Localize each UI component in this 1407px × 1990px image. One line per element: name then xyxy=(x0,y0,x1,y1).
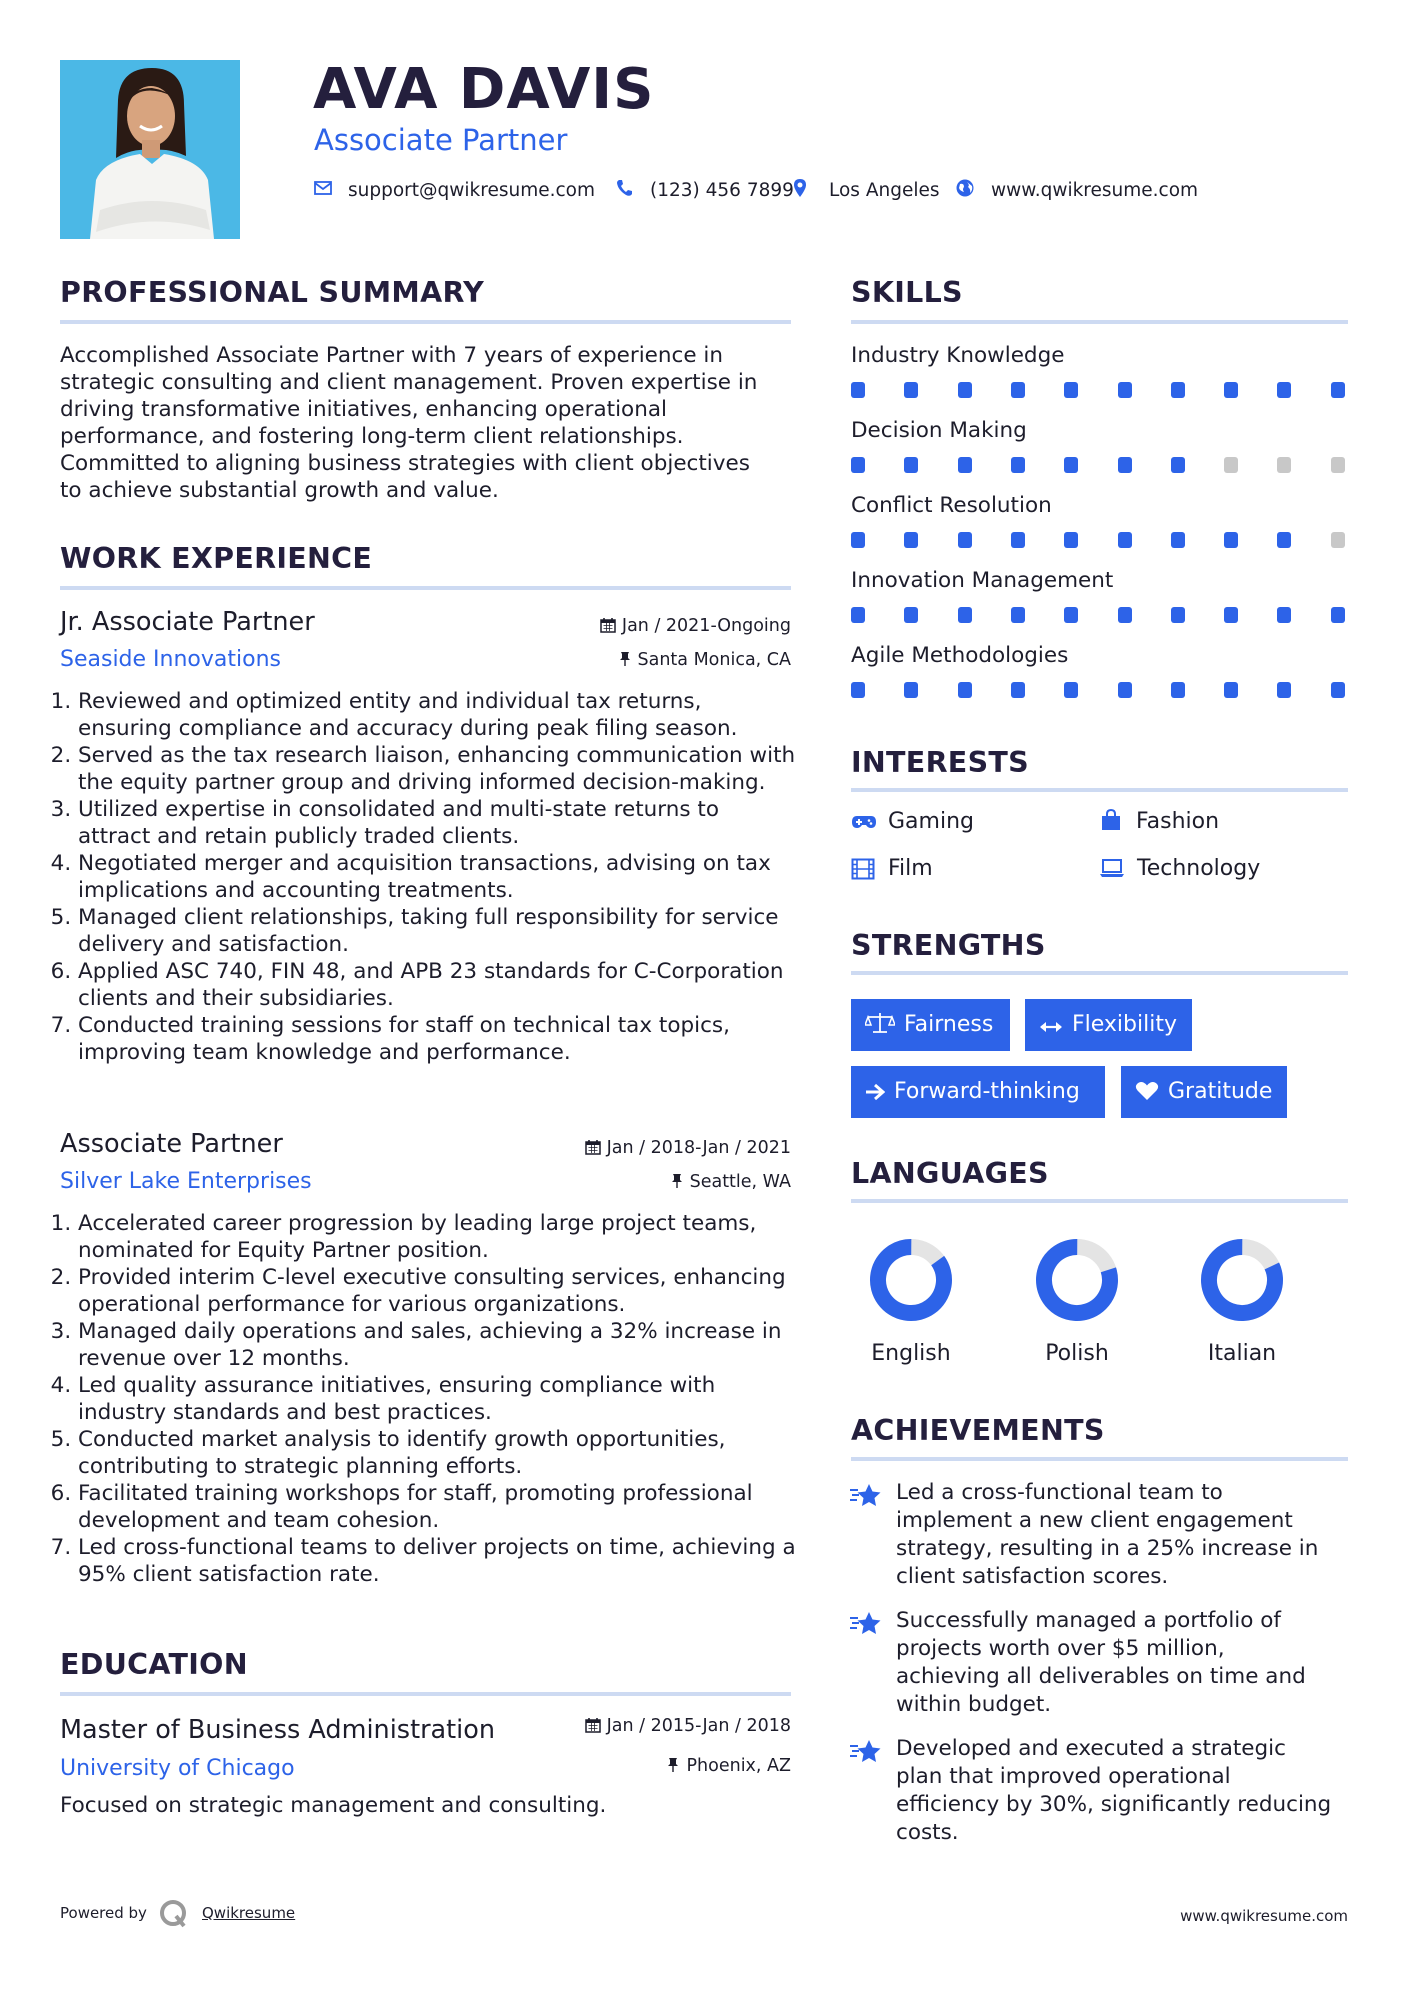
skill-rating xyxy=(851,682,1351,700)
strength-tag xyxy=(1025,999,1192,1051)
language-donut xyxy=(1200,1238,1284,1322)
skill-name: Decision Making xyxy=(851,418,1027,443)
job-location-text: Seattle, WA xyxy=(689,1172,791,1192)
skill-dot-filled xyxy=(1011,457,1025,473)
education-location xyxy=(666,1754,791,1778)
interests-divider xyxy=(851,788,1348,792)
skill-dot-filled xyxy=(1277,682,1291,698)
skill-rating xyxy=(851,532,1351,550)
contact-website[interactable]: www.qwikresume.com xyxy=(991,180,1199,201)
list-item: 3. Utilized expertise in consolidated and multi-state returns to attract and retain publicly traded clients. xyxy=(78,796,796,850)
skill-dot-filled xyxy=(1277,382,1291,398)
contact-email[interactable]: support@qwikresume.com xyxy=(348,180,595,201)
skill-dot-filled xyxy=(851,457,865,473)
skill-dot-filled xyxy=(1118,457,1132,473)
skill-dot-filled xyxy=(1118,607,1132,623)
phone-icon xyxy=(615,178,637,202)
strength-label: Fairness xyxy=(904,1012,994,1037)
summary-line: strategic consulting and client management. Proven expertise in xyxy=(60,370,758,395)
star-icon xyxy=(849,1482,883,1514)
job-title: Associate Partner xyxy=(60,1129,283,1159)
job-dates xyxy=(585,1136,791,1160)
skills-heading: SKILLS xyxy=(851,276,963,309)
summary-text xyxy=(60,342,800,504)
interest-item: Gaming xyxy=(888,809,974,834)
powered-by-label: Powered by xyxy=(60,1904,147,1922)
skill-dot-filled xyxy=(1118,682,1132,698)
experience-divider xyxy=(60,586,791,590)
list-item: 1. Accelerated career progression by leading large project teams, nominated for Equity Partner position. xyxy=(78,1210,808,1264)
strength-tag xyxy=(851,1066,1105,1118)
list-item: 1. Reviewed and optimized entity and individual tax returns, ensuring compliance and accuracy during peak filing season. xyxy=(78,688,796,742)
interests-heading: INTERESTS xyxy=(851,746,1029,779)
strength-label: Gratitude xyxy=(1168,1079,1273,1104)
calendar-icon xyxy=(585,1717,601,1733)
skill-dot-filled xyxy=(904,607,918,623)
achievement-item xyxy=(896,1735,1356,1847)
skill-dot-filled xyxy=(1331,382,1345,398)
calendar-icon xyxy=(585,1139,601,1155)
languages-heading: LANGUAGES xyxy=(851,1157,1049,1190)
skill-dot-filled xyxy=(958,607,972,623)
achievement-line: achieving all deliverables on time and xyxy=(896,1664,1306,1689)
summary-line: Committed to aligning business strategies with client objectives xyxy=(60,451,750,476)
brand-link[interactable]: Qwikresume xyxy=(202,1904,296,1922)
achievement-line: efficiency by 30%, significantly reducing xyxy=(896,1792,1332,1817)
skill-dot-filled xyxy=(1277,607,1291,623)
skill-dot-filled xyxy=(1171,682,1185,698)
skill-dot-filled xyxy=(958,382,972,398)
list-item: 2. Served as the tax research liaison, enhancing communication with the equity partner group and driving informed decision-making. xyxy=(78,742,796,796)
achievement-line: within budget. xyxy=(896,1692,1052,1717)
skill-dot-filled xyxy=(1064,607,1078,623)
skill-dot-filled xyxy=(958,682,972,698)
summary-line: performance, and fostering long-term client relationships. xyxy=(60,424,684,449)
envelope-icon xyxy=(313,178,335,202)
summary-line: to achieve substantial growth and value. xyxy=(60,478,499,503)
donut-arc-polish xyxy=(1035,1238,1118,1321)
skill-dot-filled xyxy=(1224,532,1238,548)
arrows-horizontal-icon xyxy=(1039,1020,1063,1034)
school-name[interactable]: University of Chicago xyxy=(60,1756,295,1781)
skill-dot-empty xyxy=(1224,457,1238,473)
job-location-text: Santa Monica, CA xyxy=(637,650,791,670)
summary-divider xyxy=(60,320,791,324)
experience-heading: WORK EXPERIENCE xyxy=(60,542,373,575)
skill-dot-filled xyxy=(904,532,918,548)
education-dates xyxy=(585,1714,791,1738)
skill-dot-filled xyxy=(904,457,918,473)
list-item: 4. Led quality assurance initiatives, ensuring compliance with industry standards and best practices. xyxy=(78,1372,808,1426)
skill-rating xyxy=(851,382,1351,400)
job-duties-list xyxy=(60,1210,808,1588)
achievement-line: Developed and executed a strategic xyxy=(896,1736,1286,1761)
pushpin-icon xyxy=(670,1173,684,1189)
skill-dot-filled xyxy=(851,532,865,548)
education-dates-text: Jan / 2015-Jan / 2018 xyxy=(606,1716,791,1736)
skill-name: Industry Knowledge xyxy=(851,343,1065,368)
achievement-line: plan that improved operational xyxy=(896,1764,1231,1789)
job-company[interactable]: Seaside Innovations xyxy=(60,647,281,672)
education-divider xyxy=(60,1692,791,1696)
language-name: English xyxy=(871,1341,951,1366)
achievements-heading: ACHIEVEMENTS xyxy=(851,1414,1105,1447)
language-donut xyxy=(1035,1238,1119,1322)
candidate-name: AVA DAVIS xyxy=(313,57,655,122)
strength-label: Forward-thinking xyxy=(894,1079,1080,1104)
achievement-line: projects worth over $5 million, xyxy=(896,1636,1225,1661)
skill-rating xyxy=(851,607,1351,625)
skill-dot-filled xyxy=(904,682,918,698)
skill-dot-empty xyxy=(1331,457,1345,473)
skill-dot-filled xyxy=(1171,382,1185,398)
interest-item: Technology xyxy=(1137,856,1261,881)
list-item: 2. Provided interim C-level executive consulting services, enhancing operational performance for various organizations. xyxy=(78,1264,808,1318)
skill-dot-filled xyxy=(1331,682,1345,698)
degree-title: Master of Business Administration xyxy=(60,1715,496,1745)
job-company[interactable]: Silver Lake Enterprises xyxy=(60,1169,312,1194)
skill-dot-filled xyxy=(1011,682,1025,698)
calendar-icon xyxy=(600,617,616,633)
achievement-line: implement a new client engagement xyxy=(896,1508,1293,1533)
education-heading: EDUCATION xyxy=(60,1648,248,1681)
profile-photo xyxy=(60,60,240,239)
list-item: 4. Negotiated merger and acquisition transactions, advising on tax implications and accounting treatments. xyxy=(78,850,796,904)
skill-dot-filled xyxy=(1171,532,1185,548)
skill-dot-filled xyxy=(1118,382,1132,398)
skill-dot-filled xyxy=(1171,607,1185,623)
education-location-text: Phoenix, AZ xyxy=(686,1756,791,1776)
job-location xyxy=(670,1170,791,1194)
skill-dot-filled xyxy=(1331,607,1345,623)
education-description: Focused on strategic management and consulting. xyxy=(60,1793,607,1818)
list-item: 7. Conducted training sessions for staff on technical tax topics, improving team knowledge and performance. xyxy=(78,1012,796,1066)
achievement-line: costs. xyxy=(896,1820,959,1845)
pushpin-icon xyxy=(618,651,632,667)
job-dates-text: Jan / 2018-Jan / 2021 xyxy=(606,1138,791,1158)
skill-dot-filled xyxy=(1118,532,1132,548)
candidate-title: Associate Partner xyxy=(314,123,568,157)
qwikresume-logo-icon xyxy=(158,1898,188,1932)
contact-location: Los Angeles xyxy=(829,180,940,201)
skill-dot-filled xyxy=(851,607,865,623)
achievement-item xyxy=(896,1479,1356,1591)
skill-dot-filled xyxy=(1224,682,1238,698)
skill-dot-filled xyxy=(851,382,865,398)
strength-tag xyxy=(851,999,1010,1051)
skill-dot-filled xyxy=(851,682,865,698)
job-location xyxy=(618,648,792,672)
list-item: 5. Managed client relationships, taking full responsibility for service delivery and satisfaction. xyxy=(78,904,796,958)
strength-label: Flexibility xyxy=(1072,1012,1177,1037)
summary-heading: PROFESSIONAL SUMMARY xyxy=(60,276,485,309)
achievement-line: strategy, resulting in a 25% increase in xyxy=(896,1536,1319,1561)
balance-scale-icon xyxy=(865,1012,895,1034)
list-item: 7. Led cross-functional teams to deliver projects on time, achieving a 95% client satisfaction rate. xyxy=(78,1534,808,1588)
skill-dot-filled xyxy=(1064,382,1078,398)
star-icon xyxy=(849,1610,883,1642)
skill-name: Innovation Management xyxy=(851,568,1114,593)
skill-dot-filled xyxy=(1011,532,1025,548)
globe-icon xyxy=(955,178,977,202)
language-name: Italian xyxy=(1207,1341,1277,1366)
strengths-divider xyxy=(851,971,1348,975)
interest-item: Fashion xyxy=(1136,809,1220,834)
summary-line: Accomplished Associate Partner with 7 years of experience in xyxy=(60,343,724,368)
skill-dot-filled xyxy=(1064,532,1078,548)
skill-dot-filled xyxy=(1224,607,1238,623)
skill-dot-empty xyxy=(1277,457,1291,473)
skill-dot-filled xyxy=(1224,382,1238,398)
laptop-icon xyxy=(1099,858,1125,882)
skill-rating xyxy=(851,457,1351,475)
skill-name: Agile Methodologies xyxy=(851,643,1069,668)
arrow-right-icon xyxy=(865,1083,885,1101)
achievement-line: Led a cross-functional team to xyxy=(896,1480,1223,1505)
skill-dot-filled xyxy=(1064,457,1078,473)
skills-divider xyxy=(851,320,1348,324)
pushpin-icon xyxy=(666,1757,680,1773)
film-icon xyxy=(851,858,875,884)
donut-arc-italian xyxy=(1200,1238,1284,1322)
contact-phone[interactable]: (123) 456 7899 xyxy=(650,180,794,201)
skill-dot-filled xyxy=(958,457,972,473)
portrait-illustration xyxy=(60,60,240,239)
job-duties-list xyxy=(60,688,796,1066)
skill-dot-filled xyxy=(1011,382,1025,398)
skill-dot-filled xyxy=(1171,457,1185,473)
languages-divider xyxy=(851,1199,1348,1203)
achievement-line: Successfully managed a portfolio of xyxy=(896,1608,1281,1633)
strengths-heading: STRENGTHS xyxy=(851,929,1046,962)
achievement-line: client satisfaction scores. xyxy=(896,1564,1169,1589)
skill-dot-filled xyxy=(958,532,972,548)
map-marker-icon xyxy=(793,178,815,202)
list-item: 3. Managed daily operations and sales, achieving a 32% increase in revenue over 12 months. xyxy=(78,1318,808,1372)
job-dates xyxy=(600,614,791,638)
shopping-bag-icon xyxy=(1099,808,1123,836)
star-icon xyxy=(849,1738,883,1770)
skill-dot-filled xyxy=(1011,607,1025,623)
skill-dot-empty xyxy=(1331,532,1345,548)
heart-icon xyxy=(1135,1081,1159,1101)
list-item: 5. Conducted market analysis to identify growth opportunities, contributing to strategic planning efforts. xyxy=(78,1426,808,1480)
job-dates-text: Jan / 2021-Ongoing xyxy=(621,616,791,636)
donut-arc-english xyxy=(869,1238,953,1322)
list-item: 6. Applied ASC 740, FIN 48, and APB 23 standards for C-Corporation clients and their subsidiaries. xyxy=(78,958,796,1012)
summary-line: driving transformative initiatives, enhancing operational xyxy=(60,397,667,422)
job-title: Jr. Associate Partner xyxy=(60,607,315,637)
interest-item: Film xyxy=(888,856,933,881)
language-name: Polish xyxy=(1045,1341,1109,1366)
skill-dot-filled xyxy=(1277,532,1291,548)
achievement-item xyxy=(896,1607,1356,1719)
skill-dot-filled xyxy=(904,382,918,398)
strength-tag xyxy=(1121,1066,1287,1118)
language-donut xyxy=(869,1238,953,1322)
gamepad-icon xyxy=(851,812,877,836)
skill-dot-filled xyxy=(1064,682,1078,698)
footer-website[interactable]: www.qwikresume.com xyxy=(1180,1907,1348,1925)
list-item: 6. Facilitated training workshops for staff, promoting professional development and team cohesion. xyxy=(78,1480,808,1534)
achievements-divider xyxy=(851,1457,1348,1461)
skill-name: Conflict Resolution xyxy=(851,493,1052,518)
